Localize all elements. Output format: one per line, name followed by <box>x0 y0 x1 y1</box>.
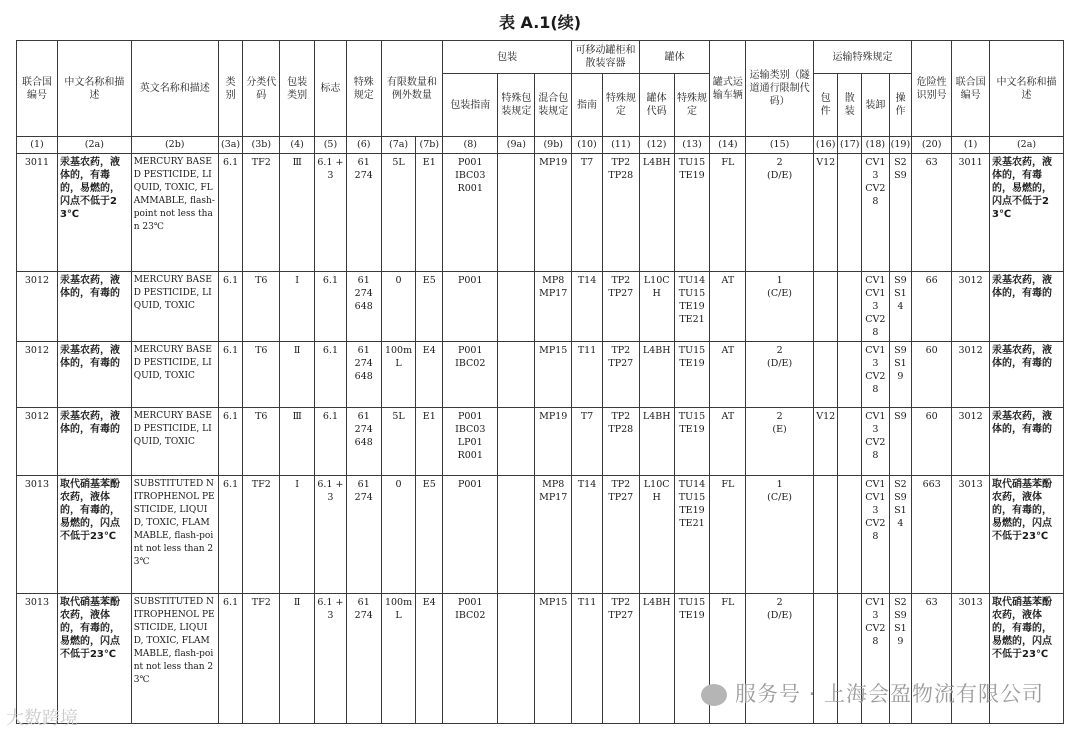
table-row <box>17 272 1064 342</box>
column-number: (12) <box>639 137 674 154</box>
cell-zh: 汞基农药，液体的，有毒的 <box>57 342 131 408</box>
cell-c12: L4BH <box>639 408 674 476</box>
cell-c8: P001 <box>443 272 498 342</box>
cell-c9b: MP19 <box>535 154 572 272</box>
header-pkgs: 包件 <box>813 74 838 137</box>
cell-c4: Ⅱ <box>280 342 315 408</box>
column-number: (10) <box>572 137 603 154</box>
header-guide: 指南 <box>572 74 603 137</box>
cell-zh: 汞基农药，液体的，有毒的 <box>57 272 131 342</box>
cell-c19: S2 S9 S19 <box>889 594 912 724</box>
cell-c3a: 6.1 <box>218 476 243 594</box>
cell-c7b: E4 <box>416 342 443 408</box>
cell-c18: CV13 CV28 <box>862 408 890 476</box>
column-number: (9a) <box>498 137 535 154</box>
cell-c15b: (D/E) <box>767 358 793 369</box>
table-row <box>17 408 1064 476</box>
cell-c15 <box>746 476 814 594</box>
cell-c16: V12 <box>813 408 838 476</box>
cell-c17 <box>838 476 862 594</box>
watermark <box>701 678 1044 708</box>
header-transport-cat: 运输类别（隧道通行限制代码） <box>746 41 814 137</box>
cell-un2: 3012 <box>952 408 990 476</box>
cell-zh2: 汞基农药，液体的，有毒的 <box>990 272 1064 342</box>
cell-c4: Ⅱ <box>280 594 315 724</box>
cell-c9a <box>498 272 535 342</box>
cell-c13: TU15 TE19 <box>674 342 710 408</box>
cell-c7a: 0 <box>381 476 416 594</box>
cell-c9b: MP8 MP17 <box>535 476 572 594</box>
cell-c4: Ⅲ <box>280 408 315 476</box>
cell-c19: S2 S9 S14 <box>889 476 912 594</box>
header-limited: 有限数量和例外数量 <box>381 41 442 137</box>
cell-c9b: MP15 <box>535 594 572 724</box>
header-pkg-instr: 包装指南 <box>443 74 498 137</box>
cell-c5: 6.1 <box>315 342 347 408</box>
cell-c3a: 6.1 <box>218 154 243 272</box>
cell-c11: TP2 TP28 <box>602 408 639 476</box>
cell-c9b: MP8 MP17 <box>535 272 572 342</box>
column-number: (2b) <box>131 137 218 154</box>
cell-c13: TU14 TU15 TE19 TE21 <box>674 272 710 342</box>
cell-c3b: TF2 <box>243 476 280 594</box>
cell-c15b: (C/E) <box>767 288 792 299</box>
cell-c6: 61 274 <box>346 476 381 594</box>
cell-un: 3012 <box>17 272 58 342</box>
header-bulk: 散装 <box>838 74 862 137</box>
cell-c14: FL <box>710 476 746 594</box>
cell-c18: CV13 CV28 <box>862 342 890 408</box>
cell-c5: 6.1 <box>315 272 347 342</box>
cell-c8: P001 IBC03 R001 <box>443 154 498 272</box>
header-pkg-group: 包装类别 <box>280 41 315 137</box>
watermark-secondary: 大数跨境 <box>6 708 78 729</box>
cell-c13: TU14 TU15 TE19 TE21 <box>674 476 710 594</box>
column-number: (20) <box>912 137 952 154</box>
table-row <box>17 154 1064 272</box>
cell-c3a: 6.1 <box>218 408 243 476</box>
cell-c17 <box>838 408 862 476</box>
cell-c13: TU15 TE19 <box>674 594 710 724</box>
cell-un: 3012 <box>17 408 58 476</box>
table-row <box>17 342 1064 408</box>
cell-c12: L4BH <box>639 154 674 272</box>
cell-c20: 66 <box>912 272 952 342</box>
cell-zh: 取代硝基苯酚农药，液体的，有毒的，易燃的，闪点不低于23℃ <box>57 476 131 594</box>
cell-c15b: (D/E) <box>767 170 793 181</box>
header-un-no-2: 联合国编号 <box>952 41 990 137</box>
cell-c5: 6.1 + 3 <box>315 476 347 594</box>
cell-c15b: (D/E) <box>767 610 793 621</box>
cell-c7b: E1 <box>416 154 443 272</box>
cell-c9a <box>498 476 535 594</box>
cell-c10: T14 <box>572 476 603 594</box>
cell-c8: P001 IBC02 <box>443 594 498 724</box>
cell-c16 <box>813 476 838 594</box>
cell-c20: 60 <box>912 342 952 408</box>
cell-c3b: T6 <box>243 272 280 342</box>
cell-c15a: 2 <box>776 157 783 168</box>
wechat-icon <box>701 684 727 706</box>
cell-c3b: T6 <box>243 342 280 408</box>
cell-c19: S9 <box>889 408 912 476</box>
cell-c15b: (C/E) <box>767 492 792 503</box>
cell-zh: 汞基农药，液体的，有毒的 <box>57 408 131 476</box>
cell-c11: TP2 TP27 <box>602 272 639 342</box>
header-tank: 罐体 <box>639 41 710 74</box>
column-number: (17) <box>838 137 862 154</box>
header-name-en: 英文名称和描述 <box>131 41 218 137</box>
header-transport-special: 运输特殊规定 <box>813 41 911 74</box>
header-loading: 装卸 <box>862 74 890 137</box>
column-number: (2a) <box>990 137 1064 154</box>
column-number: (8) <box>443 137 498 154</box>
cell-un2: 3013 <box>952 476 990 594</box>
cell-c6: 61 274 648 <box>346 408 381 476</box>
cell-c11: TP2 TP27 <box>602 476 639 594</box>
cell-c18: CV13 CV28 <box>862 154 890 272</box>
column-number: (2a) <box>57 137 131 154</box>
table-row <box>17 476 1064 594</box>
cell-c15 <box>746 408 814 476</box>
cell-c15 <box>746 154 814 272</box>
cell-c14: AT <box>710 342 746 408</box>
header-operation: 操作 <box>889 74 912 137</box>
cell-c7a: 5L <box>381 154 416 272</box>
cell-c4: Ⅰ <box>280 272 315 342</box>
column-number: (7b) <box>416 137 443 154</box>
column-number: (1) <box>17 137 58 154</box>
cell-c9b: MP15 <box>535 342 572 408</box>
cell-un: 3013 <box>17 594 58 724</box>
cell-c3b: TF2 <box>243 154 280 272</box>
column-number: (15) <box>746 137 814 154</box>
cell-c19: S9 S14 <box>889 272 912 342</box>
cell-c7a: 100mL <box>381 594 416 724</box>
column-number: (13) <box>674 137 710 154</box>
cell-un2: 3013 <box>952 594 990 724</box>
header-hazard-id: 危险性识别号 <box>912 41 952 137</box>
cell-c13: TU15 TE19 <box>674 154 710 272</box>
cell-en: MERCURY BASED PESTICIDE, LIQUID, TOXIC <box>131 272 218 342</box>
dangerous-goods-table <box>16 40 1064 724</box>
cell-c13: TU15 TE19 <box>674 408 710 476</box>
cell-c4: Ⅰ <box>280 476 315 594</box>
cell-c7b: E5 <box>416 272 443 342</box>
header-name-zh-2: 中文名称和描述 <box>990 41 1064 137</box>
cell-c3b: TF2 <box>243 594 280 724</box>
cell-un: 3012 <box>17 342 58 408</box>
cell-c11: TP2 TP27 <box>602 594 639 724</box>
cell-c9b: MP19 <box>535 408 572 476</box>
cell-c20: 63 <box>912 594 952 724</box>
table-body <box>17 154 1064 724</box>
cell-c11: TP2 TP27 <box>602 342 639 408</box>
header-labels: 标志 <box>315 41 347 137</box>
cell-c10: T7 <box>572 154 603 272</box>
table-title: 表 A.1(续) <box>498 13 582 32</box>
header-pkg-special: 特殊包装规定 <box>498 74 535 137</box>
header-name-zh: 中文名称和描述 <box>57 41 131 137</box>
cell-zh2: 汞基农药，液体的，有毒的，易燃的，闪点不低于23℃ <box>990 154 1064 272</box>
cell-c10: T11 <box>572 594 603 724</box>
cell-c20: 63 <box>912 154 952 272</box>
cell-c6: 61 274 648 <box>346 342 381 408</box>
cell-un: 3011 <box>17 154 58 272</box>
cell-en: MERCURY BASED PESTICIDE, LIQUID, TOXIC <box>131 342 218 408</box>
cell-zh2: 取代硝基苯酚农药，液体的，有毒的，易燃的，闪点不低于23℃ <box>990 594 1064 724</box>
cell-c3a: 6.1 <box>218 594 243 724</box>
cell-c9a <box>498 154 535 272</box>
cell-c15a: 2 <box>776 597 783 608</box>
cell-c15 <box>746 272 814 342</box>
cell-c8: P001 <box>443 476 498 594</box>
header-tank-code: 罐体代码 <box>639 74 674 137</box>
header-packaging: 包装 <box>443 41 572 74</box>
cell-un2: 3011 <box>952 154 990 272</box>
cell-c20: 663 <box>912 476 952 594</box>
cell-c14: FL <box>710 154 746 272</box>
header-class: 类别 <box>218 41 243 137</box>
column-number: (5) <box>315 137 347 154</box>
cell-c18: CV1 CV13 CV28 <box>862 272 890 342</box>
cell-zh2: 汞基农药，液体的，有毒的 <box>990 408 1064 476</box>
column-number: (19) <box>889 137 912 154</box>
cell-c14: AT <box>710 272 746 342</box>
column-number: (6) <box>346 137 381 154</box>
cell-c15a: 2 <box>776 345 783 356</box>
cell-c10: T14 <box>572 272 603 342</box>
cell-c3b: T6 <box>243 408 280 476</box>
cell-c11: TP2 TP28 <box>602 154 639 272</box>
cell-en: MERCURY BASED PESTICIDE, LIQUID, TOXIC <box>131 408 218 476</box>
header-un-no: 联合国编号 <box>17 41 58 137</box>
cell-c20: 60 <box>912 408 952 476</box>
column-number: (16) <box>813 137 838 154</box>
cell-zh: 汞基农药，液体的，有毒的，易燃的，闪点不低于23℃ <box>57 154 131 272</box>
cell-zh2: 汞基农药，液体的，有毒的 <box>990 342 1064 408</box>
column-number: (4) <box>280 137 315 154</box>
column-number: (3b) <box>243 137 280 154</box>
cell-c6: 61 274 <box>346 594 381 724</box>
watermark-text: 服务号 · 上海会盈物流有限公司 <box>734 682 1044 706</box>
cell-c10: T7 <box>572 408 603 476</box>
cell-c3a: 6.1 <box>218 272 243 342</box>
cell-c19: S9 S19 <box>889 342 912 408</box>
cell-c12: L4BH <box>639 342 674 408</box>
column-number: (14) <box>710 137 746 154</box>
cell-c17 <box>838 154 862 272</box>
header-mixed: 混合包装规定 <box>535 74 572 137</box>
header-portable-special: 特殊规定 <box>602 74 639 137</box>
cell-c17 <box>838 342 862 408</box>
cell-c16 <box>813 342 838 408</box>
cell-en: MERCURY BASED PESTICIDE, LIQUID, TOXIC, FLAMMABLE, flash-point not less than 23℃ <box>131 154 218 272</box>
cell-c18: CV13 CV28 <box>862 594 890 724</box>
cell-un2: 3012 <box>952 342 990 408</box>
cell-c8: P001 IBC03 LP01 R001 <box>443 408 498 476</box>
cell-c19: S2 S9 <box>889 154 912 272</box>
cell-c3a: 6.1 <box>218 342 243 408</box>
column-number: (1) <box>952 137 990 154</box>
cell-c15b: (E) <box>772 424 787 435</box>
column-number-row <box>17 137 1064 154</box>
cell-c18: CV1 CV13 CV28 <box>862 476 890 594</box>
column-number: (18) <box>862 137 890 154</box>
cell-c16 <box>813 272 838 342</box>
cell-c12: L4BH <box>639 594 674 724</box>
cell-un2: 3012 <box>952 272 990 342</box>
cell-c15a: 1 <box>776 275 783 286</box>
cell-c7b: E5 <box>416 476 443 594</box>
column-number: (9b) <box>535 137 572 154</box>
cell-c7b: E4 <box>416 594 443 724</box>
cell-c6: 61 274 <box>346 154 381 272</box>
cell-c6: 61 274 648 <box>346 272 381 342</box>
cell-c15a: 2 <box>776 411 783 422</box>
cell-c12: L10CH <box>639 476 674 594</box>
cell-c12: L10CH <box>639 272 674 342</box>
cell-c9a <box>498 342 535 408</box>
header-special: 特殊规定 <box>346 41 381 137</box>
cell-c17 <box>838 272 862 342</box>
cell-c5: 6.1 + 3 <box>315 154 347 272</box>
header-vehicle: 罐式运输车辆 <box>710 41 746 137</box>
cell-c9a <box>498 594 535 724</box>
cell-c7b: E1 <box>416 408 443 476</box>
cell-c5: 6.1 + 3 <box>315 594 347 724</box>
cell-c9a <box>498 408 535 476</box>
cell-c10: T11 <box>572 342 603 408</box>
cell-c4: Ⅲ <box>280 154 315 272</box>
cell-zh2: 取代硝基苯酚农药，液体的，有毒的，易燃的，闪点不低于23℃ <box>990 476 1064 594</box>
header-portable: 可移动罐柜和散装容器 <box>572 41 640 74</box>
cell-en: SUBSTITUTED NITROPHENOL PESTICIDE, LIQUID, TOXIC, FLAMMABLE, flash-point not less than 23℃ <box>131 476 218 594</box>
column-number: (11) <box>602 137 639 154</box>
cell-c7a: 100mL <box>381 342 416 408</box>
cell-c8: P001 IBC02 <box>443 342 498 408</box>
column-number: (7a) <box>381 137 416 154</box>
header-class-code: 分类代码 <box>243 41 280 137</box>
column-number: (3a) <box>218 137 243 154</box>
cell-un: 3013 <box>17 476 58 594</box>
cell-en: SUBSTITUTED NITROPHENOL PESTICIDE, LIQUID, TOXIC, FLAMMABLE, flash-point not less than 23℃ <box>131 594 218 724</box>
cell-c7a: 5L <box>381 408 416 476</box>
cell-c5: 6.1 <box>315 408 347 476</box>
cell-c15a: 1 <box>776 479 783 490</box>
cell-c7a: 0 <box>381 272 416 342</box>
cell-c14: FL <box>710 594 746 724</box>
header-tank-special: 特殊规定 <box>674 74 710 137</box>
cell-c14: AT <box>710 408 746 476</box>
cell-zh: 取代硝基苯酚农药，液体的，有毒的，易燃的，闪点不低于23℃ <box>57 594 131 724</box>
cell-c16: V12 <box>813 154 838 272</box>
cell-c15 <box>746 342 814 408</box>
